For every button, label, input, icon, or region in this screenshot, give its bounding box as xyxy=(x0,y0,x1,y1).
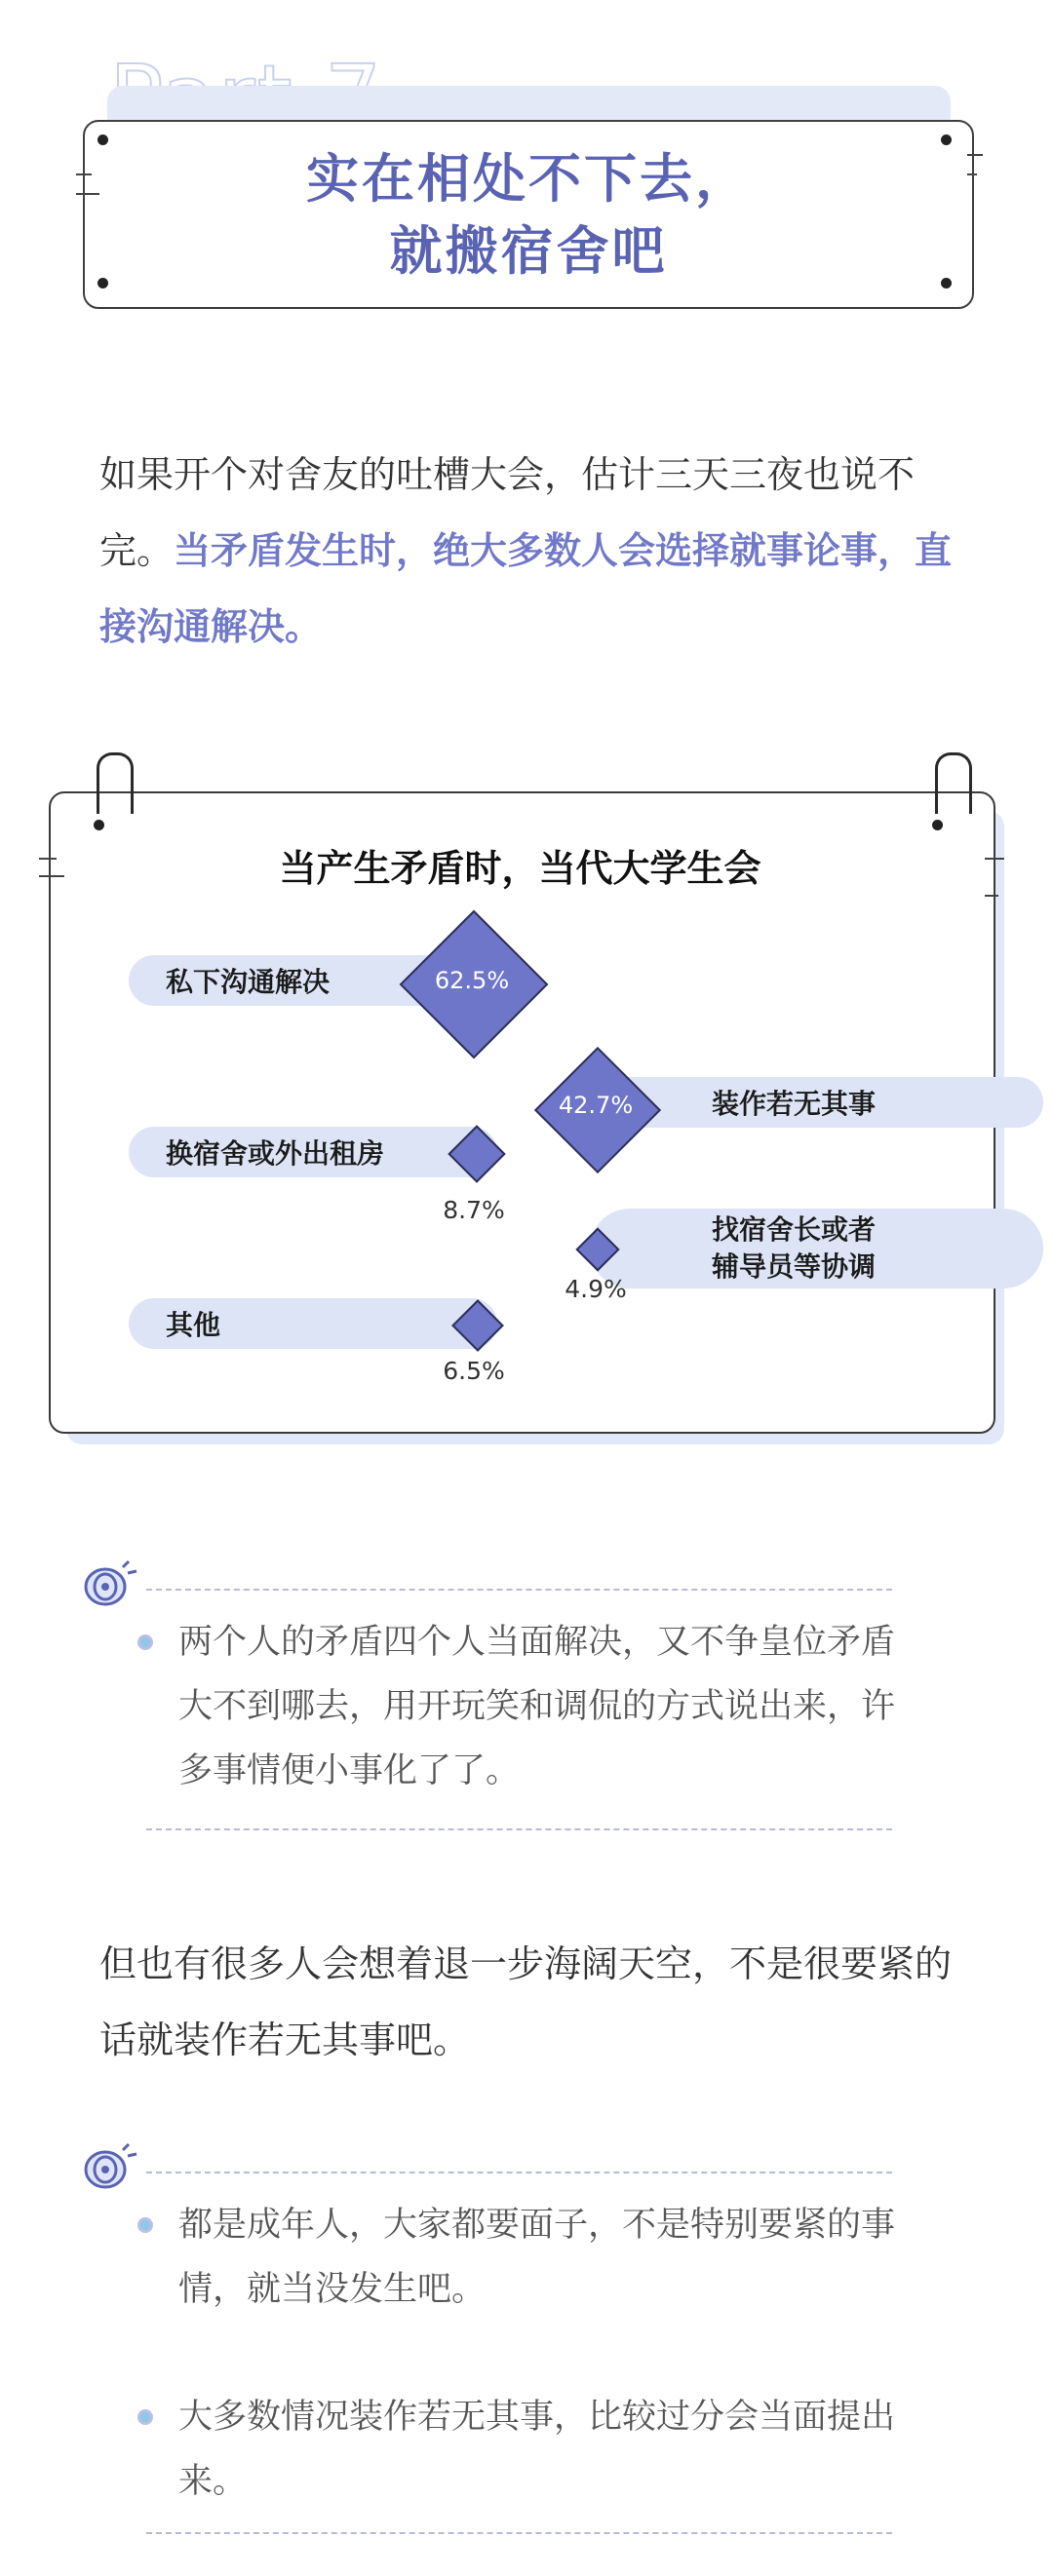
title-line-2: 就搬宿舍吧 xyxy=(389,219,668,282)
hook-dot-right xyxy=(932,820,943,830)
category-label xyxy=(712,1211,876,1286)
category-label-line: 找宿舍长或者 xyxy=(712,1213,877,1246)
category-pill xyxy=(590,1077,1043,1128)
corner-dot-bl xyxy=(98,278,108,288)
chart-title: 当产生矛盾时，当代大学生会 xyxy=(279,847,761,890)
deco-tick xyxy=(967,154,983,156)
deco-tick xyxy=(967,173,977,175)
intro-highlight: 当矛盾发生时，绝大多数人会选择就事论事，直接沟通解决。 xyxy=(99,529,953,648)
binder-hook-left xyxy=(97,752,134,814)
hook-dot-left xyxy=(94,820,104,830)
corner-dot-tl xyxy=(98,135,108,145)
corner-dot-br xyxy=(941,278,952,288)
value-label: 8.7% xyxy=(443,1196,505,1224)
value-label: 6.5% xyxy=(443,1357,505,1385)
body-paragraph: 但也有很多人会想着退一步海阔天空，不是很要紧的话就装作若无其事吧。 xyxy=(99,1942,953,2061)
intro-paragraph xyxy=(99,437,957,665)
title-card xyxy=(83,120,974,309)
corner-dot-tr xyxy=(941,135,952,145)
comment-divider-bottom xyxy=(146,1828,892,1830)
value-label: 42.7% xyxy=(558,1092,634,1119)
intro-text: 如果开个对舍友的吐槽大会，估计三天三夜也说不完。 xyxy=(99,453,916,572)
dot-bullet-icon xyxy=(137,2217,153,2233)
deco-tick xyxy=(76,193,99,195)
category-label-line: 辅导员等协调 xyxy=(712,1250,877,1283)
deco-tick xyxy=(985,895,998,897)
category-label: 私下沟通解决 xyxy=(166,966,331,998)
category-pill xyxy=(590,1209,1043,1288)
dot-bullet-icon xyxy=(137,1634,153,1650)
category-label: 换宿舍或外出租房 xyxy=(166,1137,385,1170)
category-label: 装作若无其事 xyxy=(712,1088,877,1120)
value-label: 4.9% xyxy=(565,1275,627,1303)
comment-divider-top xyxy=(146,1589,892,1591)
category-pill xyxy=(129,1127,497,1177)
category-pill xyxy=(129,1298,497,1349)
dot-bullet-icon xyxy=(137,2409,153,2425)
swirl-ring-icon xyxy=(80,1557,140,1612)
value-label: 62.5% xyxy=(434,967,510,994)
title-line-1: 实在相处不下去， xyxy=(306,147,751,210)
comment-divider-bottom xyxy=(146,2532,892,2534)
deco-tick xyxy=(76,173,92,175)
comment-text: 都是成年人，大家都要面子，不是特别要紧的事情，就当没发生吧。 xyxy=(178,2206,896,2309)
comment-divider-top xyxy=(146,2172,892,2173)
comment-text: 大多数情况装作若无其事，比较过分会当面提出来。 xyxy=(178,2398,896,2501)
swirl-ring-icon xyxy=(80,2140,140,2195)
binder-hook-right xyxy=(935,752,972,814)
category-label: 其他 xyxy=(166,1309,221,1341)
comment-text: 两个人的矛盾四个人当面解决，又不争皇位矛盾大不到哪去，用开玩笑和调侃的方式说出来，许多事情便小事化了了。 xyxy=(178,1623,896,1790)
